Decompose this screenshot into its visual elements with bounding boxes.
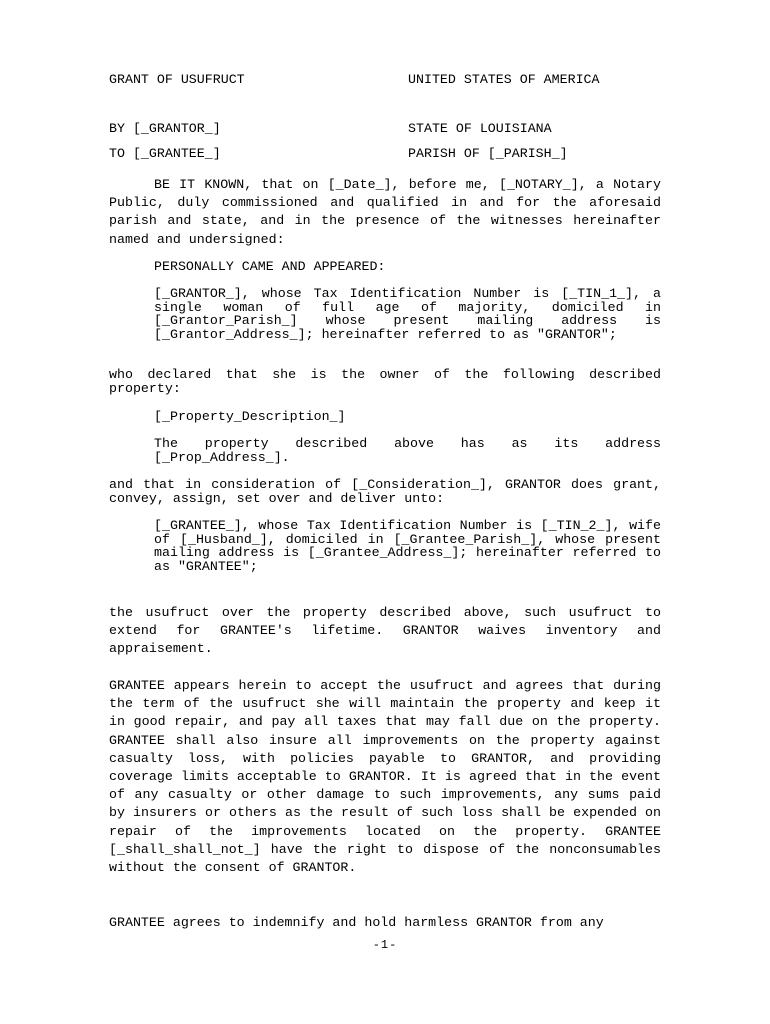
usufruct-paragraph: the usufruct over the property described above, such usufruct to extend for GRANTEE's lifetime. GRANTOR waives inventory and appraisement. bbox=[109, 605, 661, 657]
acceptance-paragraph: GRANTEE appears herein to accept the usufruct and agrees that during the term of the usufruct she will maintain the property and keep it in good repair, and pay all taxes that may fall due on the property. GRANTEE shall also insure all improvements on the property against casualty loss, with policies payable to GRANTOR, and providing coverage limits acceptable to GRANTOR. It is agreed that in the event of any casualty or other damage to such improvements, any sums paid by insurers or others as the result of such loss shall be expended on repair of the improvements located on the property. GRANTEE [_shall_shall_not_] have the right to dispose of the nonconsumables without the consent of GRANTOR. bbox=[109, 678, 661, 876]
appeared-heading: PERSONALLY CAME AND APPEARED: bbox=[154, 259, 386, 274]
grantor-paragraph: [_GRANTOR_], whose Tax Identification Number is [_TIN_1_], a single woman of full age of majority, domiciled in [_Grantor_Parish_] whose present mailing address is [_Grantor_Address_]; hereinafter referred to as "GRANTOR"; bbox=[154, 286, 661, 343]
intro-paragraph: BE IT KNOWN, that on [_Date_], before me, [_NOTARY_], a Notary Public, duly commissioned and qualified in and for the aforesaid parish and state, and in the presence of the witnesses hereinafter named and undersigned: bbox=[109, 177, 661, 247]
page-number: -1- bbox=[372, 938, 398, 952]
document-title: GRANT OF USUFRUCT bbox=[109, 72, 245, 87]
declaration-paragraph: who declared that she is the owner of the following described property: bbox=[109, 367, 661, 397]
grantor-line: BY [_GRANTOR_] bbox=[109, 121, 221, 136]
property-description: [_Property_Description_] bbox=[154, 409, 346, 424]
jurisdiction-country: UNITED STATES OF AMERICA bbox=[408, 72, 600, 87]
consideration-paragraph: and that in consideration of [_Consideration_], GRANTOR does grant, convey, assign, set over and deliver unto: bbox=[109, 477, 661, 507]
property-address-paragraph: The property described above has as its address [_Prop_Address_]. bbox=[154, 436, 661, 465]
jurisdiction-parish: PARISH OF [_PARISH_] bbox=[408, 146, 568, 161]
indemnify-paragraph: GRANTEE agrees to indemnify and hold harmless GRANTOR from any bbox=[109, 915, 604, 930]
grantee-paragraph: [_GRANTEE_], whose Tax Identification Number is [_TIN_2_], wife of [_Husband_], domiciled in [_Grantee_Parish_], whose present mailing address is [_Grantee_Address_]; hereinafter referred to as "GRANTEE"; bbox=[154, 518, 661, 575]
grantee-line: TO [_GRANTEE_] bbox=[109, 146, 221, 161]
jurisdiction-state: STATE OF LOUISIANA bbox=[408, 121, 552, 136]
